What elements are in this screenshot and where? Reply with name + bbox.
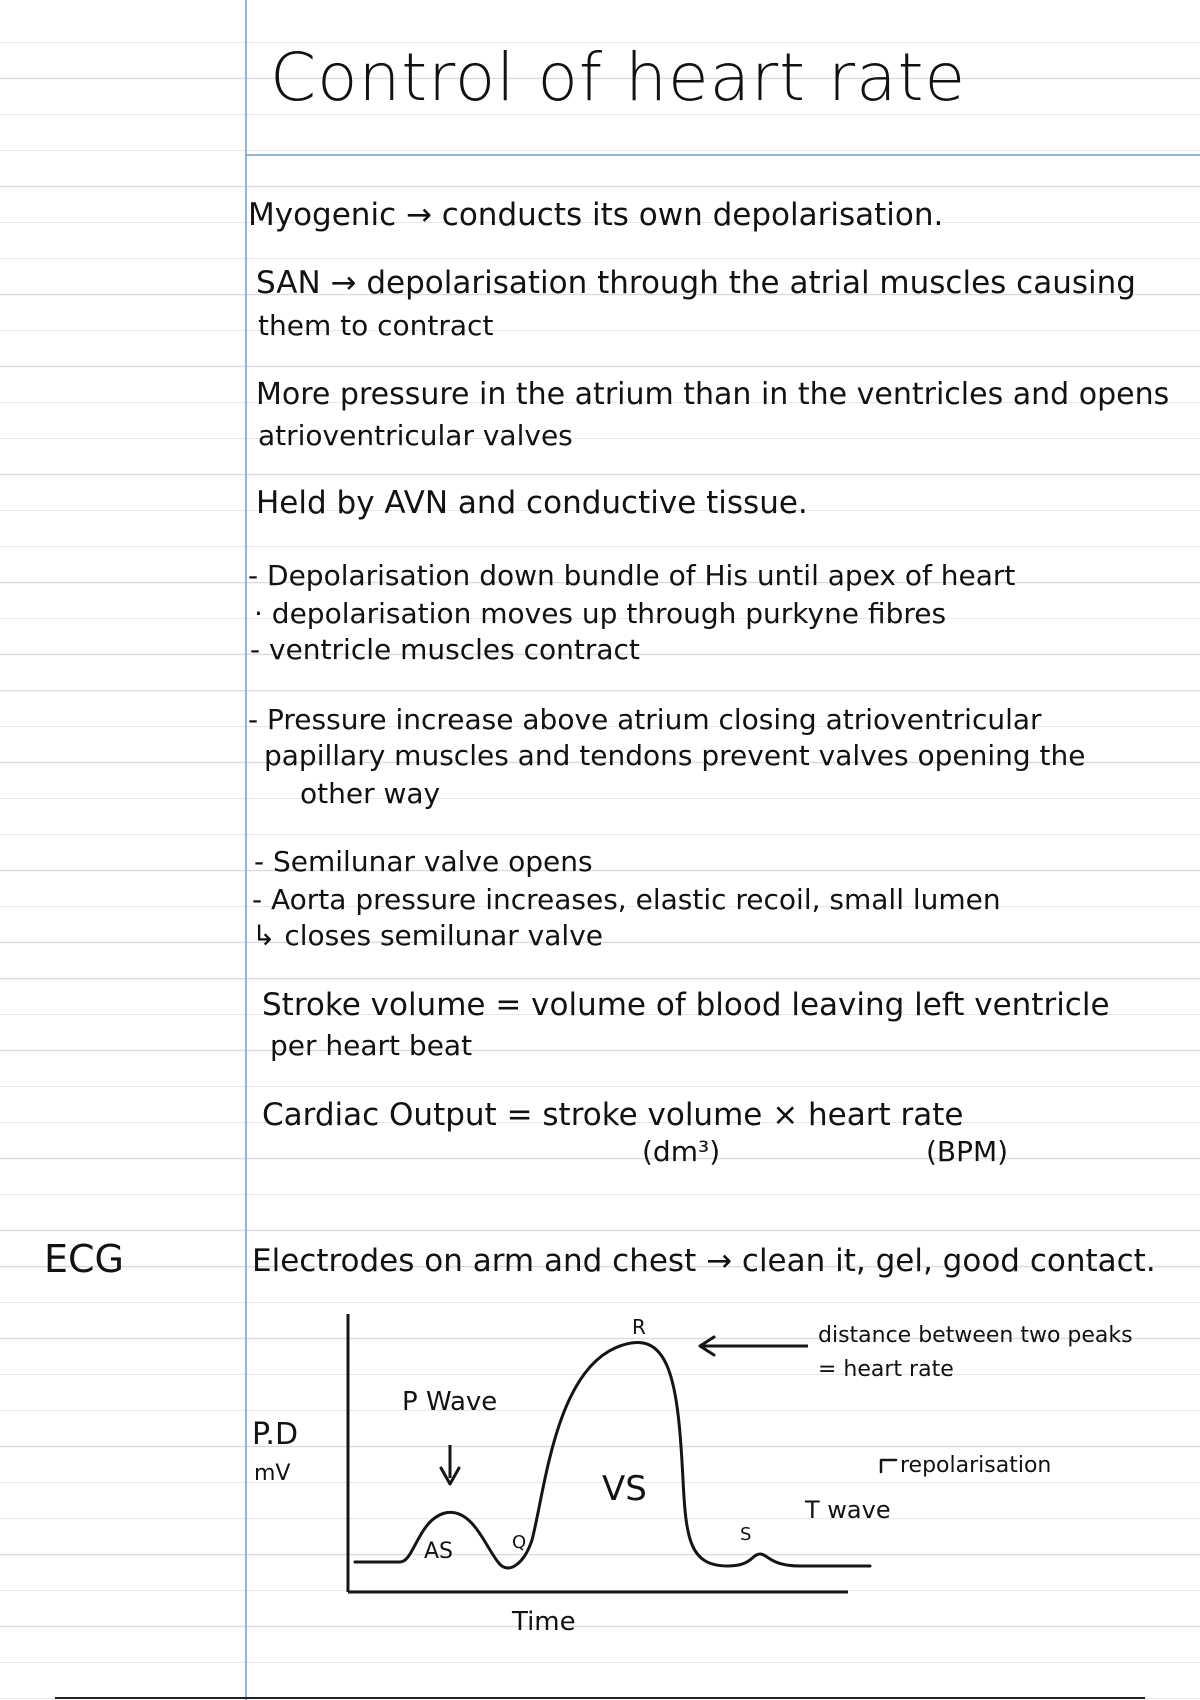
x-axis-label: Time (512, 1607, 576, 1637)
margin-label-ecg: ECG (44, 1237, 124, 1281)
note-pressure-line1: More pressure in the atrium than in the ventricles and opens (256, 377, 1170, 412)
vs-label: VS (602, 1469, 647, 1509)
note-aorta-pressure: - Aorta pressure increases, elastic recoil, small lumen (252, 883, 1001, 916)
header-rule (245, 154, 1200, 156)
note-pressure-increase: - Pressure increase above atrium closing atrioventricular (248, 703, 1042, 736)
y-axis-unit: mV (254, 1461, 291, 1486)
s-label: S (740, 1524, 752, 1545)
note-closes-semilunar: ↳ closes semilunar valve (252, 919, 603, 952)
note-san-line1: SAN → depolarisation through the atrial muscles causing (256, 265, 1136, 301)
distance-note-line2: = heart rate (818, 1357, 954, 1382)
distance-note-line1: distance between two peaks (818, 1323, 1133, 1348)
note-unit-bpm: (BPM) (926, 1135, 1009, 1168)
note-pressure-line2: atrioventricular valves (258, 419, 573, 452)
note-electrodes: Electrodes on arm and chest → clean it, gel, good contact. (252, 1243, 1156, 1279)
page-title: Control of heart rate (270, 39, 967, 116)
repolarisation-arrow (881, 1460, 896, 1472)
repolarisation-label: repolarisation (900, 1453, 1052, 1478)
note-semilunar-opens: - Semilunar valve opens (254, 845, 593, 878)
y-axis-label: P.D (252, 1417, 299, 1452)
ecg-trace (355, 1342, 870, 1567)
note-myogenic: Myogenic → conducts its own depolarisation. (248, 197, 944, 233)
as-label: AS (424, 1539, 454, 1564)
note-papillary: papillary muscles and tendons prevent valves opening the (264, 739, 1086, 772)
r-label: R (632, 1315, 646, 1339)
page-bottom-rule (55, 1697, 1145, 1699)
note-cardiac-output: Cardiac Output = stroke volume × heart rate (262, 1097, 964, 1133)
note-other-way: other way (300, 777, 441, 810)
note-depol-bundle: - Depolarisation down bundle of His until apex of heart (248, 559, 1016, 592)
t-wave-label: T wave (805, 1496, 891, 1524)
ecg-diagram (240, 1300, 1200, 1660)
note-san-line2: them to contract (258, 309, 494, 342)
note-stroke-volume: Stroke volume = volume of blood leaving left ventricle (262, 987, 1110, 1023)
note-unit-dm3: (dm³) (642, 1135, 721, 1168)
note-ventricle-contract: - ventricle muscles contract (250, 633, 640, 666)
note-held-by-avn: Held by AVN and conductive tissue. (256, 485, 808, 521)
p-wave-label: P Wave (402, 1387, 498, 1417)
note-depol-purkyne: · depolarisation moves up through purkyne fibres (254, 597, 947, 630)
q-label: Q (512, 1532, 527, 1553)
note-per-heart-beat: per heart beat (270, 1029, 473, 1062)
